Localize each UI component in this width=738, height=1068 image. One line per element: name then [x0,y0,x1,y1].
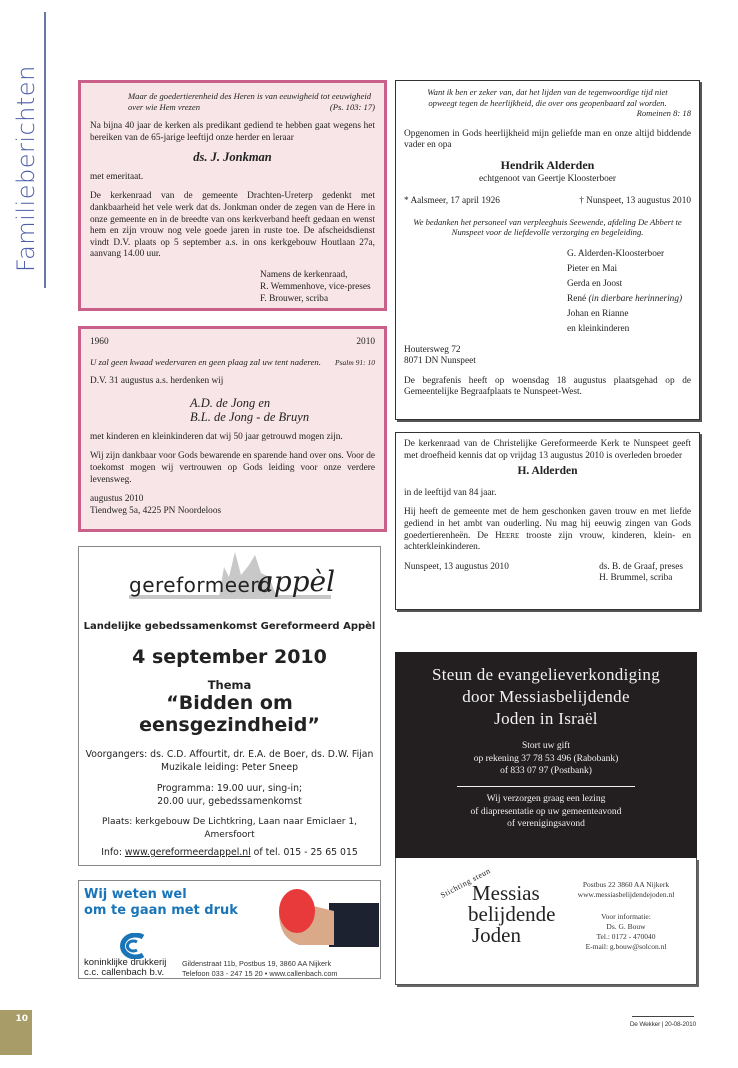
section-title: Familieberichten [12,65,40,272]
quote-ref: Romeinen 8: 18 [636,108,691,118]
paragraph: D.V. 31 augustus a.s. herdenken wij [90,376,224,387]
signature: ds. B. de Graaf, preses [599,561,683,572]
address: 8071 DN Nunspeet [404,356,476,367]
headline: Joden in Israël [494,709,598,728]
website: www.messiasbelijdendejoden.nl [577,890,675,899]
postbus: Postbus 22 3860 AA Nijkerk [582,880,670,889]
place: Plaats: kerkgebouw De Lichtkring, Laan naar Emiclaer 1, Amersfoort [102,817,357,840]
signatures [260,269,375,305]
paragraph: in de leeftijd van 84 jaar. [404,487,497,498]
couple-names [190,396,375,424]
divider [457,786,635,788]
deceased-name: Hendrik Alderden [500,157,595,172]
name: B.L. de Jong - de Bruyn [190,409,310,424]
paragraph: met emeritaat. [90,171,144,182]
notice-dejong [78,326,387,532]
honoree-name: ds. J. Jonkman [193,150,272,165]
info: Tel.: 0172 - 470040 [596,932,656,941]
program: 20.00 uur, gebedssamenkomst [157,796,302,807]
death: † Nunspeet, 13 augustus 2010 [579,195,691,206]
callenbach-logo-icon [113,933,147,959]
program: Programma: 19.00 uur, sing-in; [156,783,303,794]
family-member: G. Alderden-Kloosterboer [567,248,665,259]
signature: H. Brummel, scriba [599,573,673,584]
headline: door Messiasbelijdende [462,687,630,706]
date: augustus 2010 [90,494,144,505]
phone: of tel. 015 - 25 65 015 [253,847,358,858]
speakers: Voorgangers: ds. C.D. Affourtit, dr. E.A. de Boer, ds. D.W. Fijan [85,749,374,760]
quote: Want ik ben er zeker van, dat het lijden van de tegenwoordige tijd niet opweegt tegen de heerlijkheid, die over ons geopenbaard zal worden. [427,87,668,108]
notice-alderden-family [395,80,700,420]
family-member: en kleinkinderen [567,323,630,334]
ad-callenbach [78,880,381,979]
name: A.D. de Jong en [190,395,271,410]
quote: U zal geen kwaad wedervaren en geen plaag zal uw tent naderen. [90,356,321,367]
fist-with-ball-image [239,883,379,953]
family-member: Pieter en Mai [567,263,618,274]
paragraph: met kinderen en kleinkinderen dat wij 50 jaar getrouwd mogen zijn. [90,431,343,442]
address: Houtersweg 72 [404,344,461,355]
family-list [567,247,691,337]
quote-ref: Psalm 91: 10 [335,357,375,367]
family-member: Johan en Rianne [567,308,629,319]
birth: * Aalsmeer, 17 april 1926 [404,195,500,206]
paragraph: Na bijna 40 jaar de kerken als predikant gediend te hebben gaat wegens het bereiken van de 65-jarige leeftijd onze herder en leraar [90,121,375,143]
appel-logo [79,547,380,609]
logo-text: Messias [472,881,540,905]
logo-arc-text: Stichting steun [439,866,493,900]
signature: Namens de kerkenraad, [260,270,348,281]
page-number: 10 [15,1014,28,1024]
headline: om te gaan met druk [84,903,238,918]
headline: Steun de evangelieverkondiging [431,665,661,684]
publication-info: De Wekker | 20-08-2010 [629,1021,696,1028]
music: Muzikale leiding: Peter Sneep [160,762,299,773]
notice-alderden-church [395,432,700,610]
theme-label: Thema [207,678,252,692]
footer-rule [632,1016,694,1017]
year-start: 1960 [90,337,109,347]
address: Tiendweg 5a, 4225 PN Noordeloos [90,505,222,516]
logo-text: appèl [257,565,336,598]
lecture-text: of diapresentatie op uw gemeenteavond [470,806,622,817]
info: Voor informatie: [601,912,651,921]
family-member: Gerda en Joost [567,278,623,289]
paragraph: Opgenomen in Gods heerlijkheid mijn geliefde man en onze altijd biddende vader en opa [404,128,691,151]
event-date: 4 september 2010 [132,646,327,668]
gift-text: op rekening 37 78 53 496 (Rabobank) [473,753,619,764]
info-label: Info: [101,847,122,858]
ad-messias-contact [395,858,697,985]
paragraph: Wij zijn dankbaar voor Gods bewarende en sparende hand over ons. Voor de toekomst mogen wij vertrouwen op Gods leiding voor onze verdere levensweg. [90,451,375,485]
memorial-note: (in dierbare herinnering) [588,293,683,304]
gift-text: Stort uw gift [521,741,571,751]
thanks: We bedanken het personeel van verpleeghuis Seewende, afdeling De Abbert te Nunspeet voor de liefdevolle verzorging en begeleiding. [413,216,682,238]
notice-jonkman [78,80,387,311]
company-name: koninklijke drukkerij [84,957,167,968]
heere: Heere [495,530,520,541]
signature: F. Brouwer, scriba [260,294,329,305]
logo-text: belijdende [468,902,556,926]
lecture-text: of verenigingsavond [507,819,585,829]
ad-gereformeerd-appel [78,546,381,866]
place-date: Nunspeet, 13 augustus 2010 [404,561,509,572]
website-link[interactable]: www.gereformeerdappel.nl [124,847,251,858]
lecture-text: Wij verzorgen graag een lezing [486,794,606,804]
deceased-name: H. Alderden [517,465,578,478]
logo-text: gereformeerd [129,573,272,597]
ad-messias-headline [395,652,697,858]
info: E-mail: g.bouw@solcon.nl [585,942,667,951]
company-name: c.c. callenbach b.v. [84,967,165,978]
info: Ds. G. Bouw [606,922,646,931]
phone: Telefoon 033 - 247 15 20 • www.callenbach.com [182,969,338,978]
subtitle: Landelijke gebedssamenkomst Gereformeerd Appèl [83,621,376,632]
paragraph: Hij heeft de gemeente met de hem geschonken gaven trouw en met liefde gediend in het ambt van ouderling. Nu mag hij eeuwig zingen van Gods goedertierenheën. De [404,507,691,541]
theme: “Bidden om eensgezindheid” [139,692,320,736]
family-member: René [567,293,587,304]
messias-logo [468,883,555,946]
address: Gildenstraat 11b, Postbus 19, 3860 AA Nijkerk [182,959,332,968]
funeral: De begrafenis heeft op woensdag 18 augustus plaatsgehad op de Gemeentelijke Begraafplaats te Nunspeet-West. [404,375,691,398]
page-number-tab [0,1010,32,1055]
paragraph: trooste zijn vrouw, kinderen, klein- en achterkleinkinderen. [404,530,691,553]
year-end: 2010 [356,337,375,347]
paragraph: De kerkenraad van de Christelijke Gereformeerde Kerk te Nunspeet geeft met droefheid kennis dat op vrijdag 13 augustus 2010 is overleden broeder [404,439,691,461]
quote: Maar de goedertierenheid des Heren is van eeuwigheid tot eeuwigheid over wie Hem vrezen [128,91,372,112]
quote-ref: (Ps. 103: 17) [329,101,375,112]
gift-text: of 833 07 97 (Postbank) [500,766,592,776]
signature: R. Wemmenhove, vice-preses [260,282,371,293]
logo-text: Joden [472,923,521,947]
spouse: echtgenoot van Geertje Kloosterboer [478,174,617,185]
headline: Wij weten wel [84,887,187,902]
paragraph: De kerkenraad van de gemeente Drachten-Ureterp gedenkt met dankbaarheid het vele werk dat ds. Jonkman onder de zegen van de Here in onze gemeente en in de breedte van ons kerkverband heeft gedaan en wenst hem en zijn vrouw nog vele goede jaren in ruste toe. De afscheidsdienst vindt D.V. plaats op 5 september a.s. in ons kerkgebouw Houtlaan 27a, aanvang 14.00 uur. [90,191,375,260]
